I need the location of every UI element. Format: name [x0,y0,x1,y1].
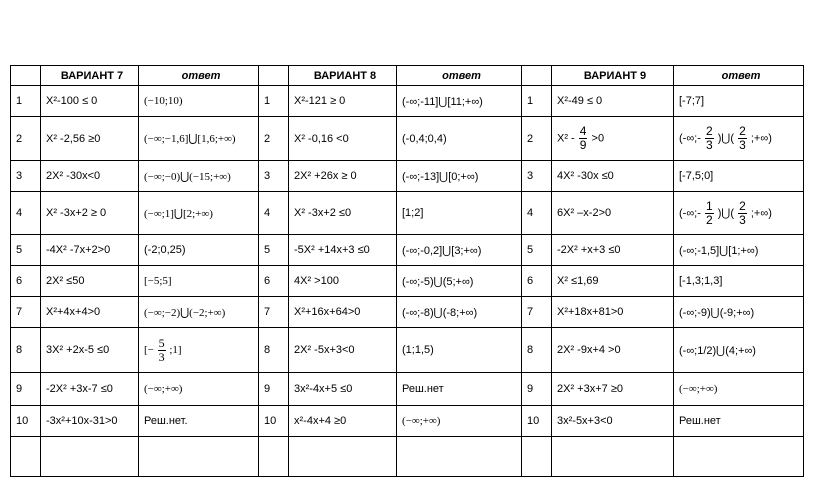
empty-cell [11,437,41,477]
fraction-denominator: 3 [739,138,746,152]
header-variant-9: ВАРИАНТ 9 [552,66,674,86]
row-number: 8 [522,328,552,373]
row-number: 6 [522,266,552,297]
answer-suffix: ;1] [169,343,182,356]
answer-cell: (−∞;−0)⋃(−15;+∞) [139,161,259,192]
answer-cell: [-7;7] [674,86,804,117]
header-row [11,66,804,86]
task-cell: 2X² -30x<0 [41,161,139,192]
answer-cell: (−∞;−1,6]⋃[1,6;+∞) [139,117,259,161]
empty-cell [397,437,522,477]
task-cell: X² -0,16 <0 [289,117,397,161]
row-number: 4 [259,192,289,235]
table-row [11,235,804,266]
task-cell: X²-121 ≥ 0 [289,86,397,117]
row-number: 6 [11,266,41,297]
answer-cell: [-7,5;0] [674,161,804,192]
task-cell: X²+4x+4>0 [41,297,139,328]
fraction [158,337,166,364]
answer-cell: [−5;5] [139,266,259,297]
empty-cell [289,437,397,477]
fraction [738,200,747,227]
answer-cell: (-∞;-5)⋃(5;+∞) [397,266,522,297]
table-row [11,373,804,406]
answer-cell: [1;2] [397,192,522,235]
row-number: 9 [11,373,41,406]
empty-cell [41,437,139,477]
table-row [11,117,804,161]
task-cell: 3x²-4x+5 ≤0 [289,373,397,406]
answer-cell: (−10;10) [139,86,259,117]
task-cell: -5X² +14x+3 ≤0 [289,235,397,266]
row-number: 7 [522,297,552,328]
task-cell: X²-100 ≤ 0 [41,86,139,117]
row-number: 9 [259,373,289,406]
task-cell: 6X² –x-2>0 [552,192,674,235]
row-number: 10 [522,406,552,437]
answer-cell: Реш.нет. [139,406,259,437]
row-number: 2 [522,117,552,161]
table-row [11,406,804,437]
answer-cell: (−∞;+∞) [674,373,804,406]
row-number: 5 [259,235,289,266]
answer-cell: (-∞;-8)⋃(-8;+∞) [397,297,522,328]
answer-cell: (-∞;-13]⋃[0;+∞) [397,161,522,192]
answer-cell: (−∞;−2)⋃(−2;+∞) [139,297,259,328]
row-number: 9 [522,373,552,406]
empty-row [11,437,804,477]
row-number: 5 [522,235,552,266]
table-row [11,297,804,328]
empty-cell [139,437,259,477]
task-cell: -4X² -7x+2>0 [41,235,139,266]
row-number: 4 [522,192,552,235]
answer-cell: (-∞;-11]⋃[11;+∞) [397,86,522,117]
row-number: 1 [522,86,552,117]
header-num-7 [11,66,41,86]
task-cell: x²-4x+4 ≥0 [289,406,397,437]
answer-cell: (-∞;-0,2]⋃[3;+∞) [397,235,522,266]
answer-cell: [-1,3;1,3] [674,266,804,297]
row-number: 1 [259,86,289,117]
fraction [579,125,588,152]
task-cell: -3x²+10x-31>0 [41,406,139,437]
empty-cell [522,437,552,477]
row-number: 2 [11,117,41,161]
answer-cell [139,328,259,373]
fraction-denominator: 9 [579,138,587,152]
task-cell: X² -2,56 ≥0 [41,117,139,161]
task-suffix: >0 [591,132,605,145]
task-cell: X²+18x+81>0 [552,297,674,328]
row-number: 2 [259,117,289,161]
answer-cell: (−∞;+∞) [397,406,522,437]
task-cell: 4X² >100 [289,266,397,297]
answer-prefix: (-∞;- [679,132,701,145]
answer-cell: (−∞;+∞) [139,373,259,406]
table-row [11,266,804,297]
header-num-8 [259,66,289,86]
table-row [11,161,804,192]
answer-cell: (−∞;1]⋃[2;+∞) [139,192,259,235]
task-cell: 2X² ≤50 [41,266,139,297]
row-number: 4 [11,192,41,235]
row-number: 6 [259,266,289,297]
task-cell: 2X² +26x ≥ 0 [289,161,397,192]
fraction-numerator: 5 [158,335,165,350]
header-answer-8: ответ [397,66,522,86]
table-row [11,192,804,235]
task-cell: 2X² -5x+3<0 [289,328,397,373]
fraction-numerator: 2 [739,124,746,138]
answer-cell: Реш.нет [674,406,804,437]
empty-cell [259,437,289,477]
fraction [738,125,747,152]
fraction-numerator: 2 [705,124,713,138]
task-cell: X² -3x+2 ≤0 [289,192,397,235]
task-cell: 3x²-5x+3<0 [552,406,674,437]
answer-prefix: (-∞;- [679,206,701,219]
task-cell: X²+16x+64>0 [289,297,397,328]
task-cell: X²-49 ≤ 0 [552,86,674,117]
header-variant-8: ВАРИАНТ 8 [289,66,397,86]
task-prefix: X² - [557,132,575,145]
fraction-denominator: 2 [705,212,713,227]
answer-cell [674,192,804,235]
answer-union: )⋃( [717,132,735,145]
task-cell: 2X² -9x+4 >0 [552,328,674,373]
fraction [705,200,714,227]
answer-cell: (-∞;-1,5]⋃[1;+∞) [674,235,804,266]
answer-suffix: ;+∞) [750,132,772,145]
task-cell: 3X² +2x-5 ≤0 [41,328,139,373]
answer-cell: (-∞;1/2)⋃(4;+∞) [674,328,804,373]
fraction-numerator: 4 [579,124,587,138]
empty-cell [552,437,674,477]
task-cell: X² -3x+2 ≥ 0 [41,192,139,235]
answer-cell: (-0,4;0,4) [397,117,522,161]
row-number: 3 [522,161,552,192]
fraction-numerator: 1 [705,198,713,213]
variants-table [10,65,804,477]
fraction-numerator: 2 [739,198,746,213]
row-number: 8 [11,328,41,373]
answer-prefix: [− [144,343,154,356]
fraction-denominator: 3 [739,212,746,227]
answer-cell [674,117,804,161]
row-number: 7 [259,297,289,328]
header-answer-9: ответ [674,66,804,86]
row-number: 8 [259,328,289,373]
fraction-denominator: 3 [158,349,165,364]
task-cell: 4X² -30x ≤0 [552,161,674,192]
answer-suffix: ;+∞) [750,206,772,219]
row-number: 3 [259,161,289,192]
row-number: 10 [259,406,289,437]
answer-cell: (-∞;-9)⋃(-9;+∞) [674,297,804,328]
answer-cell: Реш.нет [397,373,522,406]
header-variant-7: ВАРИАНТ 7 [41,66,139,86]
empty-cell [674,437,804,477]
fraction [705,125,714,152]
fraction-denominator: 3 [705,138,713,152]
header-answer-7: ответ [139,66,259,86]
row-number: 5 [11,235,41,266]
task-cell: X² ≤1,69 [552,266,674,297]
task-cell: -2X² +3x-7 ≤0 [41,373,139,406]
row-number: 3 [11,161,41,192]
answer-cell: (1;1,5) [397,328,522,373]
task-cell [552,117,674,161]
answer-union: )⋃( [717,206,735,219]
row-number: 7 [11,297,41,328]
header-num-9 [522,66,552,86]
row-number: 10 [11,406,41,437]
task-cell: -2X² +x+3 ≤0 [552,235,674,266]
table-row [11,328,804,373]
task-cell: 2X² +3x+7 ≥0 [552,373,674,406]
table-row [11,86,804,117]
answer-cell: (-2;0,25) [139,235,259,266]
row-number: 1 [11,86,41,117]
